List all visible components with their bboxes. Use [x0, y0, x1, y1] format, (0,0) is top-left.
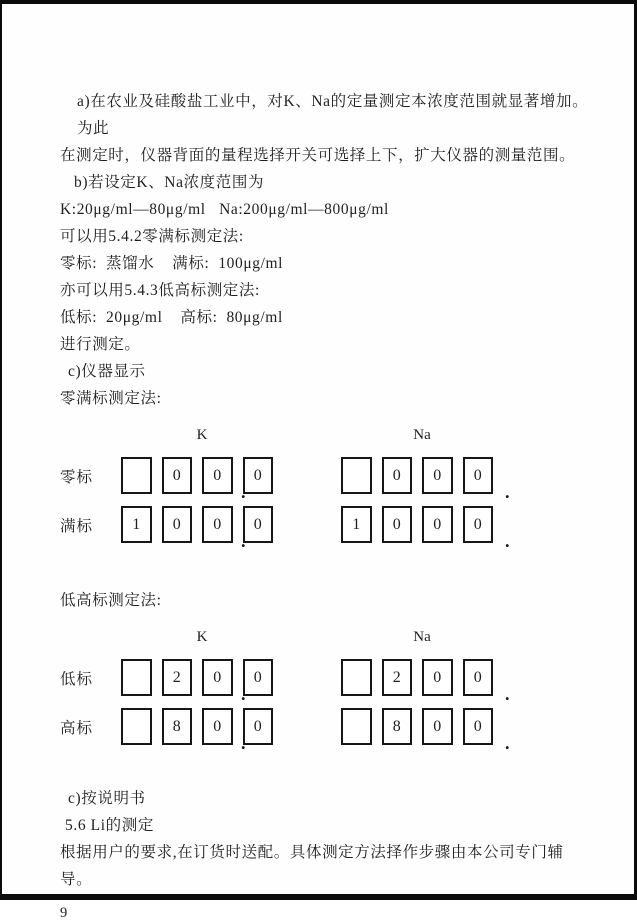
digit-box: 0 [243, 708, 274, 745]
row-label-full-standard: 满标 [60, 517, 94, 535]
digit-box: 0 [202, 506, 233, 543]
paragraph-b: b)若设定K、Na浓度范围为 [74, 174, 265, 191]
decimal-point: . [505, 531, 510, 551]
digit-box: 0 [422, 457, 453, 494]
decimal-point: . [505, 482, 510, 502]
display-section-2-title: 低高标测定法: [60, 592, 162, 609]
method-zero-full-values: 零标: 蒸馏水 满标: 100μg/ml [60, 255, 284, 272]
digit-box: 0 [463, 506, 494, 543]
digit-box: 0 [422, 506, 453, 543]
digit-box: 0 [202, 708, 233, 745]
column-header-na: Na [413, 427, 431, 443]
row-label-low-standard: 低标 [60, 670, 94, 688]
digit-box: 1 [341, 506, 372, 543]
page-content [2, 4, 634, 922]
digit-box: 8 [162, 708, 193, 745]
digit-box: 0 [422, 708, 453, 745]
proceed-line: 进行测定。 [60, 336, 141, 353]
digit-box: 0 [382, 457, 413, 494]
digit-box: 2 [382, 659, 413, 696]
digit-box: 2 [162, 659, 193, 696]
digit-box [341, 659, 372, 696]
digit-box: 0 [243, 506, 274, 543]
digit-box: 0 [243, 659, 274, 696]
digit-box [341, 457, 372, 494]
digit-box: 0 [422, 659, 453, 696]
display-2-row-high [60, 708, 594, 753]
digit-box: 0 [202, 659, 233, 696]
paragraph-a-line-2: 在测定时，仪器背面的量程选择开关可选择上下，扩大仪器的测量范围。 [60, 147, 576, 164]
digit-box: 0 [382, 506, 413, 543]
digit-box [121, 708, 152, 745]
paragraph-c-manual: c)按说明书 [68, 790, 146, 807]
paragraph-a-line-1: a)在农业及硅酸盐工业中，对K、Na的定量测定本浓度范围就显著增加。为此 [77, 93, 589, 137]
digit-box [121, 457, 152, 494]
digit-group-na [341, 659, 510, 704]
digit-box: 0 [463, 457, 494, 494]
method-low-high-intro: 亦可以用5.4.3低高标测定法: [60, 282, 260, 299]
display-section-1-title: 零满标测定法: [60, 390, 162, 407]
section-li-title: 5.6 Li的测定 [65, 817, 154, 834]
digit-box: 0 [202, 457, 233, 494]
digit-group-na [341, 708, 510, 753]
digit-group-na [341, 457, 510, 502]
method-zero-full-intro: 可以用5.4.2零满标测定法: [60, 228, 244, 245]
digit-box: 0 [463, 708, 494, 745]
decimal-point: . [241, 733, 246, 753]
display-section-1 [60, 425, 594, 551]
digit-box: 0 [162, 506, 193, 543]
digit-group-k [121, 708, 283, 753]
digit-group-k [121, 659, 283, 704]
decimal-point: . [241, 684, 246, 704]
digit-box: 1 [121, 506, 152, 543]
row-label-zero-standard: 零标 [60, 468, 94, 486]
display-1-row-zero [60, 457, 594, 502]
digit-group-k [121, 457, 283, 502]
concentration-range-line: K:20μg/ml—80μg/ml Na:200μg/ml—800μg/ml [60, 201, 389, 218]
display-1-column-headers [121, 425, 594, 445]
decimal-point: . [241, 531, 246, 551]
column-header-na: Na [413, 629, 431, 645]
digit-box [121, 659, 152, 696]
li-note-line: 根据用户的要求,在订货时送配。具体测定方法择作步骤由本公司专门辅导。 [60, 844, 564, 888]
digit-group-na [341, 506, 510, 551]
display-2-row-low [60, 659, 594, 704]
decimal-point: . [505, 684, 510, 704]
digit-box: 0 [243, 457, 274, 494]
digit-group-k [121, 506, 283, 551]
column-header-k: K [196, 427, 208, 443]
digit-box [341, 708, 372, 745]
display-section-2 [60, 627, 594, 753]
digit-box: 8 [382, 708, 413, 745]
paragraph-c-display: c)仪器显示 [68, 363, 146, 380]
digit-box: 0 [463, 659, 494, 696]
page-number: 9 [60, 905, 68, 921]
display-2-column-headers [121, 627, 594, 647]
decimal-point: . [241, 482, 246, 502]
column-header-k: K [196, 629, 208, 645]
decimal-point: . [505, 733, 510, 753]
row-label-high-standard: 高标 [60, 719, 94, 737]
display-1-row-full [60, 506, 594, 551]
digit-box: 0 [162, 457, 193, 494]
method-low-high-values: 低标: 20μg/ml 高标: 80μg/ml [60, 309, 283, 326]
